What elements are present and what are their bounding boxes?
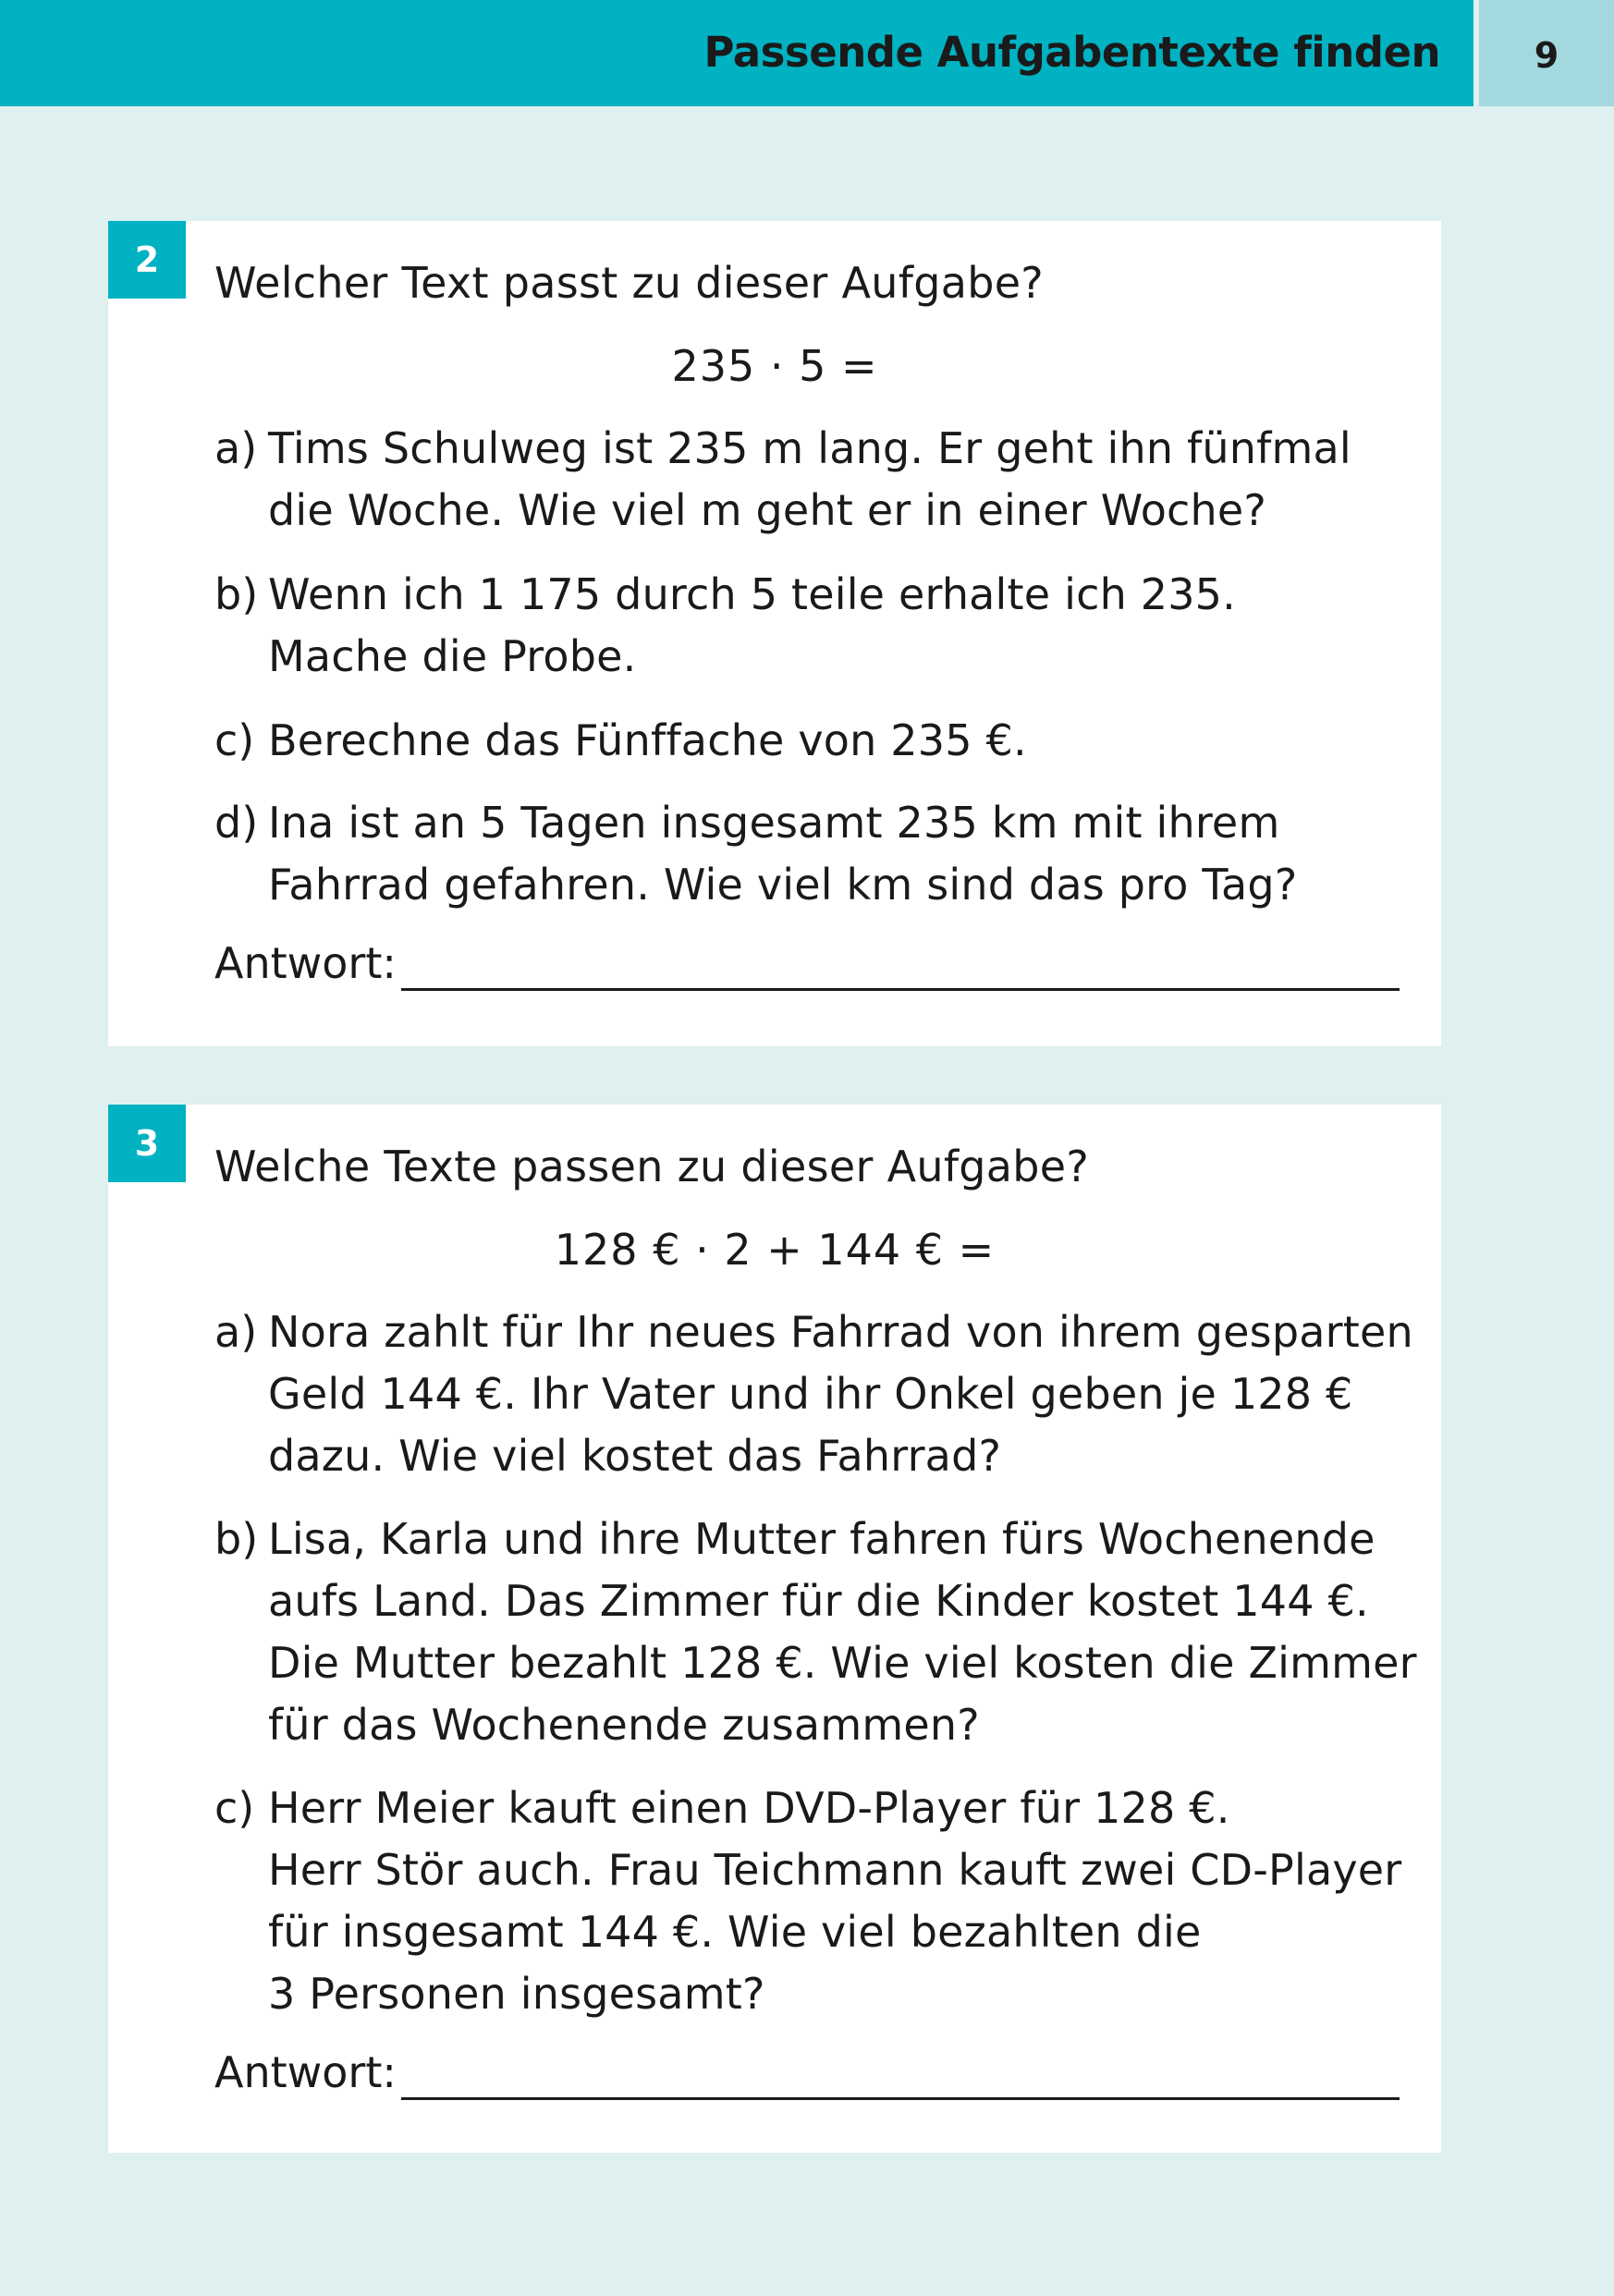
- task-formula: 235 · 5 =: [671, 341, 878, 391]
- option-letter: d): [214, 798, 259, 848]
- task-card-3: [108, 1105, 1441, 2153]
- task-number-badge: 3: [108, 1105, 186, 1182]
- option-letter: b): [214, 569, 259, 619]
- option-c: [214, 1777, 1435, 2025]
- task-formula: 128 € · 2 + 144 € =: [554, 1225, 996, 1275]
- option-c: [214, 710, 1435, 772]
- task-card-2: [108, 221, 1441, 1046]
- option-line: für das Wochenende zusammen?: [268, 1700, 980, 1750]
- option-a: [214, 1301, 1435, 1487]
- page-number: 9: [1534, 35, 1559, 76]
- option-line: Mache die Probe.: [268, 631, 637, 681]
- option-line: Wenn ich 1 175 durch 5 teile erhalte ich 235.: [268, 569, 1236, 619]
- option-line: aufs Land. Das Zimmer für die Kinder kostet 144 €.: [268, 1576, 1369, 1626]
- task-question: Welcher Text passt zu dieser Aufgabe?: [214, 258, 1045, 308]
- answer-line[interactable]: [401, 2097, 1400, 2100]
- option-line: Ina ist an 5 Tagen insgesamt 235 km mit ihrem: [268, 798, 1280, 848]
- header-bar: [0, 0, 1473, 106]
- option-b: [214, 564, 1435, 688]
- task-question: Welche Texte passen zu dieser Aufgabe?: [214, 1142, 1090, 1191]
- option-line: die Woche. Wie viel m geht er in einer Woche?: [268, 485, 1267, 535]
- option-letter: c): [214, 715, 255, 765]
- option-line: 3 Personen insgesamt?: [268, 1969, 765, 2019]
- page-title: Passende Aufgabentexte finden: [703, 28, 1440, 77]
- option-letter: b): [214, 1514, 259, 1564]
- option-letter: c): [214, 1783, 255, 1833]
- task-number-badge: 2: [108, 221, 186, 299]
- option-a: [214, 418, 1435, 542]
- option-line: Herr Stör auch. Frau Teichmann kauft zwei CD-Player: [268, 1845, 1402, 1895]
- option-line: Tims Schulweg ist 235 m lang. Er geht ihn fünfmal: [268, 423, 1351, 473]
- option-line: Fahrrad gefahren. Wie viel km sind das pro Tag?: [268, 860, 1298, 910]
- option-letter: a): [214, 1307, 258, 1357]
- option-line: Berechne das Fünffache von 235 €.: [268, 715, 1027, 765]
- option-b: [214, 1508, 1435, 1756]
- page-number-tab: [1479, 0, 1614, 106]
- option-line: dazu. Wie viel kostet das Fahrrad?: [268, 1431, 1002, 1481]
- answer-label: Antwort:: [214, 938, 397, 988]
- answer-line[interactable]: [401, 988, 1400, 991]
- answer-label: Antwort:: [214, 2047, 397, 2097]
- option-letter: a): [214, 423, 258, 473]
- option-line: Die Mutter bezahlt 128 €. Wie viel kosten die Zimmer: [268, 1638, 1417, 1688]
- option-line: Geld 144 €. Ihr Vater und ihr Onkel geben je 128 €: [268, 1369, 1353, 1419]
- option-line: Lisa, Karla und ihre Mutter fahren fürs Wochenende: [268, 1514, 1376, 1564]
- option-line: für insgesamt 144 €. Wie viel bezahlten die: [268, 1907, 1202, 1957]
- option-d: [214, 792, 1435, 916]
- option-line: Nora zahlt für Ihr neues Fahrrad von ihrem gesparten: [268, 1307, 1413, 1357]
- option-line: Herr Meier kauft einen DVD-Player für 128 €.: [268, 1783, 1230, 1833]
